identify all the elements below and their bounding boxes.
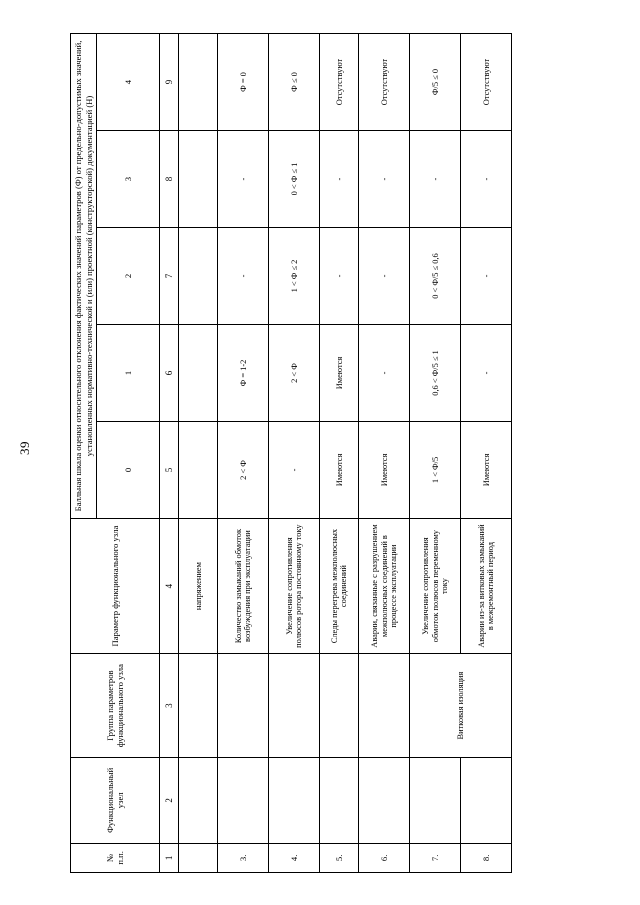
row-index: 3. <box>218 843 269 872</box>
row-score-3: - <box>410 130 461 227</box>
row-parameter: Увеличение сопротивления полюсов ротора постоянному току <box>269 518 320 653</box>
row-parameter: Количество замыканий обмоток возбуждения при эксплуатации <box>218 518 269 653</box>
row-functional-unit <box>410 757 461 843</box>
table-column-numbers-row <box>160 33 179 872</box>
row-score-0: Имеются <box>461 421 512 518</box>
row-score-0: - <box>269 421 320 518</box>
row-index: 8. <box>461 843 512 872</box>
row-parameter: Следы перегрева межполюсных соединений <box>320 518 359 653</box>
row-score-4: Ф = 0 <box>218 33 269 130</box>
assessment-table <box>70 33 512 873</box>
row-score-0: 1 < Ф/5 <box>410 421 461 518</box>
header-index: № п.п. <box>71 843 160 872</box>
row-parameter-group: Витковая изоляция <box>410 653 512 757</box>
row-score-3: - <box>218 130 269 227</box>
table-container <box>70 33 570 873</box>
row-index <box>179 843 218 872</box>
header-score-2: 2 <box>97 227 160 324</box>
table-row <box>269 33 320 872</box>
colnum-1: 1 <box>160 843 179 872</box>
row-index: 5. <box>320 843 359 872</box>
row-functional-unit <box>320 757 359 843</box>
table-header-row-titles <box>71 33 97 872</box>
row-score-3 <box>179 130 218 227</box>
row-score-1: Имеются <box>320 324 359 421</box>
row-score-2: - <box>218 227 269 324</box>
table-row <box>218 33 269 872</box>
colnum-5: 5 <box>160 421 179 518</box>
row-score-0: Имеются <box>320 421 359 518</box>
header-functional-unit: Функциональный узел <box>71 757 160 843</box>
row-score-4: Отсутствуют <box>461 33 512 130</box>
row-score-4: Отсутствуют <box>359 33 410 130</box>
row-score-1: Ф = 1-2 <box>218 324 269 421</box>
row-parameter-group <box>218 653 269 757</box>
colnum-8: 8 <box>160 130 179 227</box>
row-parameter-group <box>179 653 218 757</box>
row-score-4 <box>179 33 218 130</box>
header-score-3: 3 <box>97 130 160 227</box>
row-score-1: - <box>359 324 410 421</box>
row-functional-unit <box>461 757 512 843</box>
row-score-4: Ф ≤ 0 <box>269 33 320 130</box>
row-score-2: - <box>320 227 359 324</box>
row-score-1: 0,6 < Ф/5 ≤ 1 <box>410 324 461 421</box>
row-score-1: 2 < Ф <box>269 324 320 421</box>
row-functional-unit <box>269 757 320 843</box>
row-index: 4. <box>269 843 320 872</box>
colnum-9: 9 <box>160 33 179 130</box>
header-score-0: 0 <box>97 421 160 518</box>
row-score-3: - <box>359 130 410 227</box>
row-functional-unit <box>218 757 269 843</box>
header-score-4: 4 <box>97 33 160 130</box>
row-parameter: Аварии, связанные с разрушением межполюсных соединений в процессе эксплуатации <box>359 518 410 653</box>
colnum-3: 3 <box>160 653 179 757</box>
header-parameter: Параметр функционального узла <box>71 518 160 653</box>
table-row <box>179 33 218 872</box>
row-parameter-group <box>359 653 410 757</box>
row-functional-unit <box>359 757 410 843</box>
row-score-0: Имеются <box>359 421 410 518</box>
row-parameter: напряжением <box>179 518 218 653</box>
row-index: 7. <box>410 843 461 872</box>
colnum-2: 2 <box>160 757 179 843</box>
colnum-6: 6 <box>160 324 179 421</box>
row-score-2: - <box>461 227 512 324</box>
row-parameter: Увеличение сопротивления обмоток полюсов переменному току <box>410 518 461 653</box>
row-score-0 <box>179 421 218 518</box>
table-row <box>410 33 461 872</box>
row-score-3: 0 < Ф ≤ 1 <box>269 130 320 227</box>
header-score-scale: Балльная шкала оценки относительного отклонения фактических значений параметров (Ф) от предельно-допустимых значений, установленных нормативно-технической и (или) проектной (конструкторской) документацией (Н) <box>71 33 97 518</box>
row-parameter-group <box>320 653 359 757</box>
row-index: 6. <box>359 843 410 872</box>
row-score-3: - <box>320 130 359 227</box>
row-score-1 <box>179 324 218 421</box>
colnum-7: 7 <box>160 227 179 324</box>
row-score-1: - <box>461 324 512 421</box>
row-functional-unit <box>179 757 218 843</box>
colnum-4: 4 <box>160 518 179 653</box>
row-score-3: - <box>461 130 512 227</box>
row-score-0: 2 < Ф <box>218 421 269 518</box>
row-score-2: - <box>359 227 410 324</box>
header-parameter-group: Группа параметров функционального узла <box>71 653 160 757</box>
row-score-2 <box>179 227 218 324</box>
row-parameter-group <box>269 653 320 757</box>
page-number: 39 <box>17 441 32 455</box>
table-row <box>320 33 359 872</box>
row-parameter: Аварии из-за витковых замыканий в межремонтный период <box>461 518 512 653</box>
table-row <box>359 33 410 872</box>
row-score-2: 1 < Ф ≤ 2 <box>269 227 320 324</box>
header-score-1: 1 <box>97 324 160 421</box>
row-score-2: 0 < Ф/5 ≤ 0,6 <box>410 227 461 324</box>
row-score-4: Ф/5 ≤ 0 <box>410 33 461 130</box>
row-score-4: Отсутствуют <box>320 33 359 130</box>
